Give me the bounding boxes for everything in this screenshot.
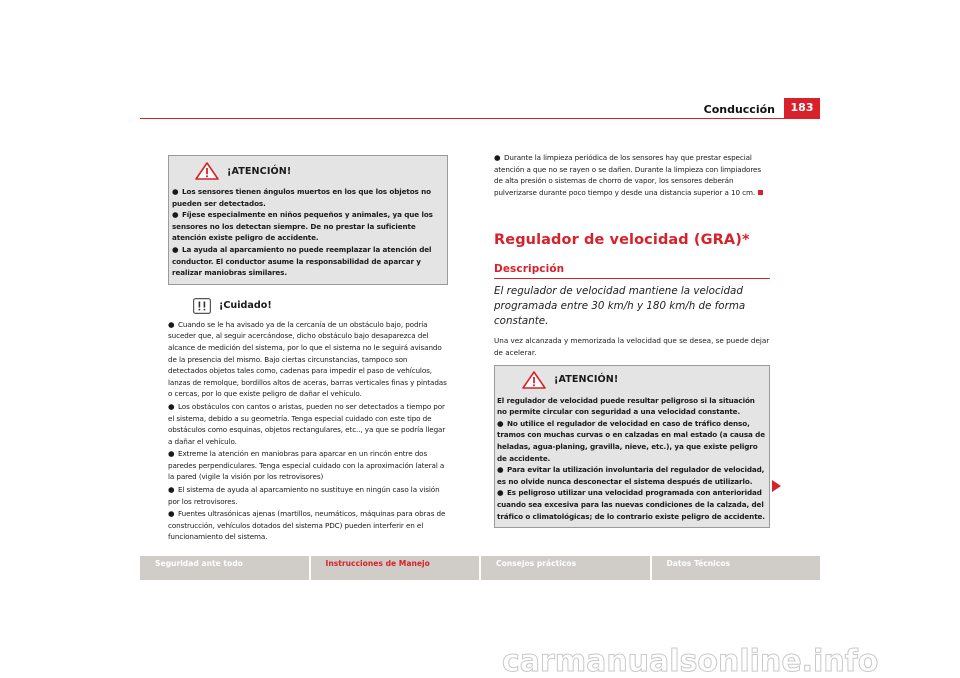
header-rule xyxy=(140,118,820,119)
footer-tab-consejos[interactable]: Consejos prácticos xyxy=(481,556,650,580)
section-title: Regulador de velocidad (GRA)* xyxy=(494,232,750,249)
left-column xyxy=(168,155,448,543)
caution-exclamation-icon xyxy=(193,298,211,314)
warning-header xyxy=(497,371,765,389)
bullet: ● xyxy=(168,485,175,495)
bullet: ● xyxy=(497,465,504,475)
warning-box xyxy=(168,155,448,285)
svg-text:carmanualsonline.info: carmanualsonline.info xyxy=(502,644,879,678)
warning-box xyxy=(494,365,770,529)
warning-item: ● Es peligroso utilizar una velocidad programada con anterioridad cuando sea excesiva para las nuevas condiciones de la calzada, del tráfico o climatológicas; de lo contrario existe peligro de accidente. xyxy=(497,488,765,521)
caution-list xyxy=(168,319,448,543)
subsection-rule xyxy=(494,278,770,279)
bullet: ● xyxy=(172,210,179,220)
right-column xyxy=(494,152,770,528)
warning-list xyxy=(497,395,765,523)
cleaning-note xyxy=(494,152,770,198)
caution-item: ● Extreme la atención en maniobras para aparcar en un rincón entre dos paredes perpendiculares. Tenga especial cuidado con la aproximación lateral a la pared (vigile la visión por los retrovisores) xyxy=(168,449,445,482)
page-number: 183 xyxy=(784,98,820,118)
warning-triangle-icon xyxy=(522,371,546,389)
warning-intro: El regulador de velocidad puede resultar peligroso si la situación no permite circular con seguridad a una velocidad constante. xyxy=(497,395,755,417)
warning-title: ¡ATENCIÓN! xyxy=(227,165,292,177)
footer-tab-instrucciones[interactable]: Instrucciones de Manejo xyxy=(311,556,480,580)
bullet: ● xyxy=(497,418,504,428)
next-page-arrow-icon xyxy=(772,480,781,492)
caution-item: ● Fuentes ultrasónicas ajenas (martillos, neumáticos, máquinas para obras de construcción, vehículos dotados del sistema PDC) pueden interferir en el funcionamiento del sistema. xyxy=(168,509,446,542)
caution-header xyxy=(168,297,448,315)
bullet: ● xyxy=(168,401,175,411)
warning-list xyxy=(172,186,443,279)
warning-item: ● No utilice el regulador de velocidad en caso de tráfico denso, tramos con muchas curvas o en calzadas en mal estado (a causa de heladas, agua-planing, gravilla, nieve, etc.), ya que existe peligro de accidente. xyxy=(497,418,765,463)
caution-item: ● Cuando se le ha avisado ya de la cercanía de un obstáculo bajo, podría suceder que, al seguir acercándose, dicho obstáculo bajo desaparezca del alcance de medición del sistema, por lo que el sistema no le seguirá avisando de la presencia del mismo. Bajo ciertas circunstancias, tampoco son detectados objetos tales como, cadenas para impedir el paso de vehículos, lanzas de remolque, bordillos altos de aceras, barras verticales finas y pintadas o cercas, por lo que existe peligro de dañar el vehículo. xyxy=(168,319,447,399)
footer-tab-datos[interactable]: Datos Técnicos xyxy=(652,556,821,580)
warning-title: ¡ATENCIÓN! xyxy=(554,374,619,386)
subsection-title: Descripción xyxy=(494,263,565,276)
warning-header xyxy=(172,162,443,180)
warning-item: ● Fíjese especialmente en niños pequeños y animales, ya que los sensores no los detectan siempre. De no prestar la suficiente atención existe peligro de accidente. xyxy=(172,210,433,243)
bullet: ● xyxy=(172,244,179,254)
footer-tab-seguridad[interactable]: Seguridad ante todo xyxy=(140,556,309,580)
watermark-logo xyxy=(498,642,960,678)
body-paragraph: Una vez alcanzada y memorizada la velocidad que se desea, se puede dejar de acelerar. xyxy=(494,336,770,357)
lead-paragraph: El regulador de velocidad mantiene la velocidad programada entre 30 km/h y 180 km/h de forma constante. xyxy=(494,285,746,328)
caution-item: ● Los obstáculos con cantos o aristas, pueden no ser detectados a tiempo por el sistema, debido a su geometría. Tenga especial cuidado con este tipo de obstáculos como esquinas, objetos rectangulares, etc.., ya que se podría llegar a dañar el vehículo. xyxy=(168,401,446,446)
warning-item: ● La ayuda al aparcamiento no puede reemplazar la atención del conductor. El conductor asume la responsabilidad de aparcar y realizar maniobras similares. xyxy=(172,244,432,278)
caution-title: ¡Cuidado! xyxy=(219,300,272,312)
running-head: Conducción xyxy=(703,103,775,116)
warning-triangle-icon xyxy=(195,162,219,180)
bullet: ● xyxy=(172,187,179,196)
bullet: ● xyxy=(168,449,175,459)
footer-nav xyxy=(140,556,820,580)
bullet: ● xyxy=(168,509,175,519)
bullet: ● xyxy=(494,153,501,162)
warning-item: ● Los sensores tienen ángulos muertos en los que los objetos no pueden ser detectados. xyxy=(172,187,431,208)
warning-item: ● Para evitar la utilización involuntaria del regulador de velocidad, es no olvide nunca desconectar el sistema después de utilizarlo. xyxy=(497,465,765,486)
bullet: ● xyxy=(168,319,175,329)
end-of-section-mark xyxy=(758,190,763,195)
cleaning-item: ● Durante la limpieza periódica de los sensores hay que prestar especial atención a que no se rayen o se dañen. Durante la limpieza con limpiadores de alta presión o sistemas de chorro de vapor, los sensores deberán pulverizarse durante poco tiempo y desde una distancia superior a 10 cm. xyxy=(494,152,770,198)
caution-item: ● El sistema de ayuda al aparcamiento no sustituye en ningún caso la visión por los retrovisores. xyxy=(168,485,440,506)
bullet: ● xyxy=(497,488,504,498)
